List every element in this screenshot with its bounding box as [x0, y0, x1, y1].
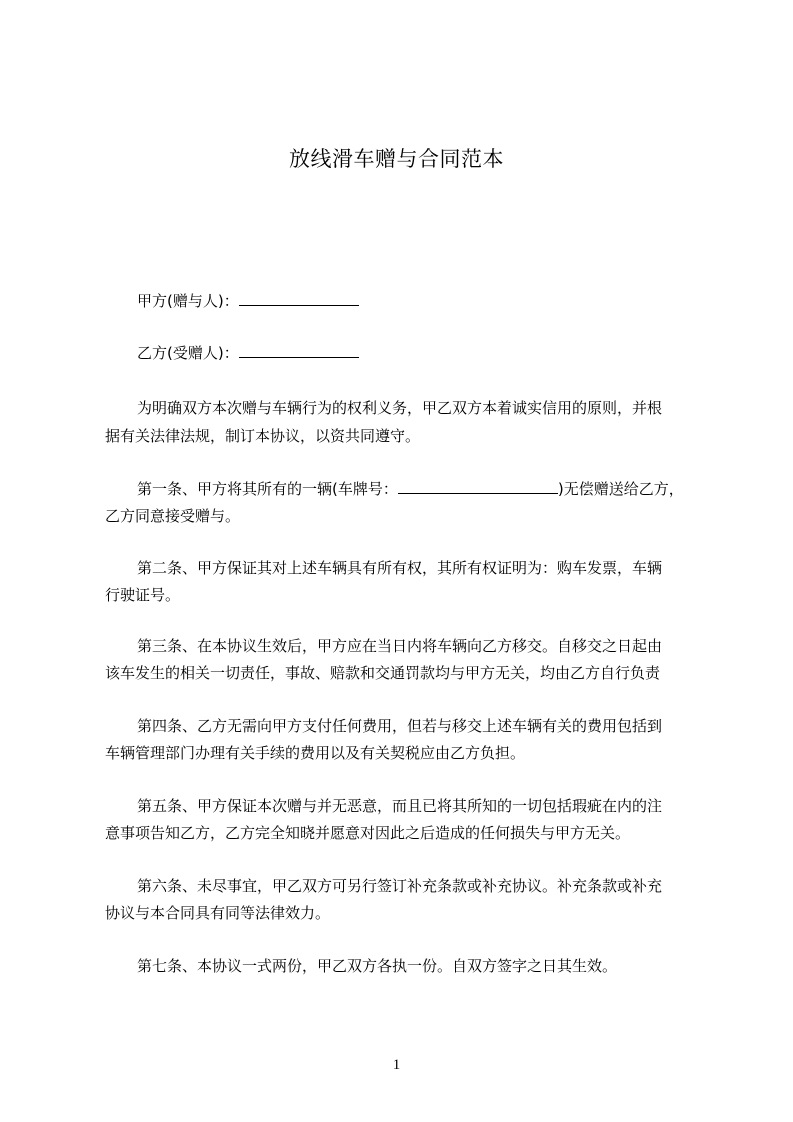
party-b-blank — [239, 343, 359, 358]
article-3-line-1: 第三条、在本协议生效后，甲方应在当日内将车辆向乙方移交。自移交之日起由 — [137, 637, 663, 655]
article-1-line-1 — [105, 479, 737, 499]
article-6-line-2: 协议与本合同具有同等法律效力。 — [105, 904, 331, 922]
plate-number-blank — [398, 479, 558, 494]
party-a-line — [105, 291, 737, 311]
party-a-label: 甲方(赠与人)： — [137, 292, 239, 310]
article-5-line-2: 意事项告知乙方，乙方完全知晓并愿意对因此之后造成的任何损失与甲方无关。 — [105, 824, 631, 842]
page-number: 1 — [392, 1057, 401, 1073]
article-1-text-b: )无偿赠送给乙方， — [557, 480, 684, 498]
article-5-line-1: 第五条、甲方保证本次赠与并无恶意，而且已将其所知的一切包括瑕疵在内的注 — [137, 797, 663, 815]
article-6-line-1: 第六条、未尽事宜，甲乙双方可另行签订补充条款或补充协议。补充条款或补充 — [137, 877, 663, 895]
article-1-line-2: 乙方同意接受赠与。 — [105, 507, 241, 525]
article-4-line-1: 第四条、乙方无需向甲方支付任何费用，但若与移交上述车辆有关的费用包括到 — [137, 717, 663, 735]
article-1-text-a: 第一条、甲方将其所有的一辆(车牌号： — [137, 480, 398, 498]
party-a-blank — [239, 291, 359, 306]
article-7-line-1: 第七条、本协议一式两份，甲乙双方各执一份。自双方签字之日其生效。 — [137, 957, 618, 975]
party-b-line — [105, 343, 737, 363]
article-4-line-2: 车辆管理部门办理有关手续的费用以及有关契税应由乙方负担。 — [105, 744, 526, 762]
article-3-line-2: 该车发生的相关一切责任，事故、赔款和交通罚款均与甲方无关，均由乙方自行负责 — [105, 664, 661, 682]
party-b-label: 乙方(受赠人)： — [137, 344, 239, 362]
preamble-line-2: 据有关法律法规，制订本协议，以资共同遵守。 — [105, 427, 421, 445]
preamble-line-1: 为明确双方本次赠与车辆行为的权利义务，甲乙双方本着诚实信用的原则，并根 — [137, 399, 663, 417]
article-2-line-2: 行驶证号。 — [105, 586, 181, 604]
article-2-line-1: 第二条、甲方保证其对上述车辆具有所有权，其所有权证明为：购车发票，车辆 — [137, 559, 663, 577]
document-title: 放线滑车赠与合同范本 — [289, 147, 504, 171]
